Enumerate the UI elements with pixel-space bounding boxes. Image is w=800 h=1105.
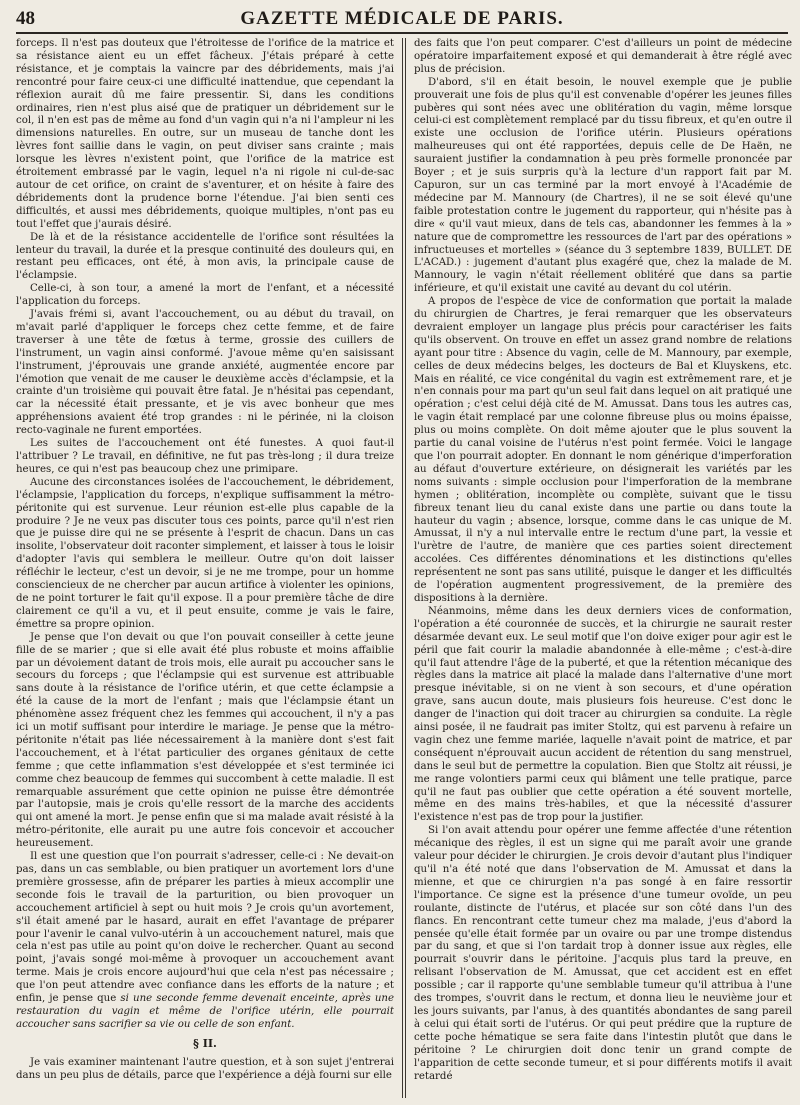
page-number: 48 (16, 8, 35, 29)
text-columns (16, 38, 792, 1098)
paragraph: Celle-ci, à son tour, a amené la mort de l'enfant, et a nécessité l'application du forceps. (16, 283, 394, 308)
paragraph: J'avais frémi si, avant l'accouchement, ou au début du travail, on m'avait parlé d'appliquer le forceps chez cette femme, et de faire traverser à une tête de fœtus à terme, grossie des cuillers de l'instrument, un vagin ainsi conformé. J'avoue même qu'en saisissant l'instrument, j'éprouvais une grande anxiété, augmentée encore par l'émotion que venait de me causer le deuxième accès d'éclampsie, et la crainte d'un troisième qui pouvait être fatal. Je n'hésitai pas cependant, car la nécessité était pressante, et je vis avec bonheur que mes appréhensions avaient été trop grandes : ni le périnée, ni la cloison recto-vaginale ne furent emportées. (16, 309, 394, 437)
page-header (16, 0, 788, 34)
paragraph: forceps. Il n'est pas douteux que l'étroitesse de l'orifice de la matrice et sa résistance aient eu un effet fâcheux. J'étais préparé à cette résistance, et je comptais la vaincre par des débridements, mais j'ai rencontré pour faire ceux-ci une difficulté inattendue, que cependant la réflexion aurait dû me faire pressentir. Si, dans les conditions ordinaires, rien n'est plus aisé que de pratiquer un débridement sur le col, il n'en est pas de même au fond d'un vagin qui n'a ni l'ampleur ni les dimensions naturelles. En outre, sur un museau de tanche dont les lèvres font saillie dans le vagin, on peut diviser sans crainte ; mais lorsque les lèvres n'existent point, que l'orifice de la matrice est étroitement embrassé par le vagin, lequel n'a ni rigole ni cul-de-sac autour de cet orifice, on craint de s'aventurer, et on hésite à faire des débridements dont la prudence borne l'étendue. J'ai bien senti ces difficultés, et aussi mes débridements, quoique multiples, n'ont pas eu tout l'effet que j'aurais désiré. (16, 38, 394, 230)
paragraph: A propos de l'espèce de vice de conformation que portait la malade du chirurgien de Chartres, je ferai remarquer que les observateurs devraient employer un langage plus précis pour caractériser les faits qu'ils observent. On trouve en effet un assez grand nombre de relations ayant pour titre : Absence du vagin, celle de M. Mannoury, par exemple, celles de deux médecins belges, les docteurs de Bal et Kluyskens, etc. Mais en réalité, ce vice congénital du vagin est extrêmement rare, et je n'en connais pour ma part qu'un seul fait dans lequel on ait pratiqué une opération ; c'est celui déjà cité de M. Amussat. Dans tous les autres cas, le vagin était remplacé par une colonne fibreuse plus ou moins épaisse, plus ou moins complète. On doit même ajouter que le plus souvent la partie du canal voisine de l'utérus n'est point fermée. Voici le langage que l'on pourrait adopter. En donnant le nom générique d'imperforation au défaut d'ouverture extérieure, on désignerait les variétés par les noms suivants : simple occlusion pour l'imperforation de la membrane hymen ; oblitération, incomplète ou complète, suivant que le tissu fibreux tenant lieu du canal existe dans une partie ou dans toute la hauteur du vagin ; absence, lorsque, comme dans le cas unique de M. Amussat, il n'y a nul intervalle entre le rectum d'une part, la vessie et l'urètre de l'autre, de manière que ces parties soient directement accolées. Ces différentes dénominations et les distinctions qu'elles représentent ne sont pas sans utilité, puisque le danger et les difficultés de l'opération augmentent progressivement, de la première des dispositions à la dernière. (413, 296, 792, 604)
italic-conclusion: si une seconde femme devenait enceinte, après une restauration du vagin et même de l'orifice utérin, elle pourrait accoucher sans sacrifier sa vie ou celle de son enfant. (16, 993, 394, 1030)
paragraph: Je vais examiner maintenant l'autre question, et à son sujet j'entrerai dans un peu plus de détails, parce que l'expérience a déjà fourni sur elle (16, 1056, 394, 1081)
section-heading: § II. (193, 1036, 217, 1050)
paragraph: Néanmoins, même dans les deux derniers vices de conformation, l'opération a été couronnée de succès, et la chirurgie ne saurait rester désarmée devant eux. Le seul motif que l'on doive exiger pour agir est le péril que fait courir la maladie abandonnée à elle-même ; c'est-à-dire qu'il faut attendre l'âge de la puberté, et que la rétention mécanique des règles dans la matrice ait placé la malade dans l'alternative d'une mort presque inévitable, si on ne vient à son secours, et d'une opération grave, sans aucun doute, mais plusieurs fois heureuse. C'est donc le danger de l'inaction qui doit tracer au chirurgien sa conduite. La règle ainsi posée, il ne faudrait pas imiter Stoltz, qui est parvenu à refaire un vagin chez une femme mariée, laquelle n'avait point de matrice, et par conséquent n'éprouvait aucun accident de rétention du sang menstruel, dans le seul but de permettre la copulation. Bien que Stoltz ait réussi, je me range volontiers parmi ceux qui blâment une telle pratique, parce qu'il ne faut pas oublier que cette opération a été souvent mortelle, même en des mains très-habiles, et que la nécessité d'assurer l'existence n'est pas de trop pour la justifier. (413, 605, 792, 824)
paragraph: De là et de la résistance accidentelle de l'orifice sont résultées la lenteur du travail, la durée et la presque continuité des douleurs qui, en restant peu efficaces, ont été, à mon avis, la principale cause de l'éclampsie. (16, 231, 394, 282)
paragraph: D'abord, s'il en était besoin, le nouvel exemple que je publie prouverait une fois de plus qu'il est convenable d'opérer les jeunes filles pubères qui sont nées avec une oblitération du vagin, même lorsque celui-ci est complètement remplacé par du tissu fibreux, et qu'en outre il existe une occlusion de l'orifice utérin. Plusieurs opérations malheureuses qui ont été rapportées, depuis celle de De Haën, ne sauraient justifier la condamnation à peu près formelle prononcée par Boyer ; et je suis surpris qu'à la lecture d'un rapport fait par M. Capuron, sur un cas terminé par la mort envoyé à l'Académie de médecine par M. Mannoury (de Chartres), il ne se soit élevé qu'une faible protestation contre le jugement du rapporteur, qui n'hésite pas à dire « qu'il vaut mieux, dans de tels cas, abandonner les femmes à la » nature que de compromettre les ressources de l'art par des opérations » infructueuses et mortelles » (séance du 3 septembre 1839, BULLET. DE L'ACAD.) : jugement d'autant plus exagéré que, chez la malade de M. Mannoury, le vagin n'était réellement oblitéré que dans sa partie inférieure, et qu'il existait une cavité au devant du col utérin. (413, 76, 792, 295)
paragraph: Je pense que l'on devait ou que l'on pouvait conseiller à cette jeune fille de se marier ; que si elle avait été plus robuste et moins affaiblie par un dévoiement datant de trois mois, elle aurait pu accoucher sans le secours du forceps ; que l'éclampsie qui est survenue est attribuable sans doute à la résistance de l'orifice utérin, et que cette éclampsie a été la cause de la mort de l'enfant ; mais que l'éclampsie étant un phénomène assez fréquent chez les femmes qui accouchent, il n'y a pas ici un motif suffisant pour interdire le mariage. Je pense que la métro-péritonite n'était pas liée nécessairement à la manière dont s'est fait l'accouchement, et à l'état particulier des organes génitaux de cette femme ; que cette inflammation s'est développée et s'est terminée ici comme chez beaucoup de femmes qui succombent à cette maladie. Il est remarquable assurément que cette opinion ne puisse être démontrée par l'autopsie, mais je crois qu'elle ressort de la marche des accidents qui ont amené la mort. Je pense enfin que si ma malade avait résisté à la métro-péritonite, elle aurait pu une autre fois concevoir et accoucher heureusement. (16, 631, 394, 850)
journal-title: GAZETTE MÉDICALE DE PARIS. (240, 8, 564, 29)
paragraph: Si l'on avait attendu pour opérer une femme affectée d'une rétention mécanique des règles, il est un signe qui me paraît avoir une grande valeur pour décider le chirurgien. Je crois devoir d'autant plus l'indiquer qu'il n'a été noté que dans l'observation de M. Amussat et dans la mienne, et que ce chirurgien n'a pas songé à en faire ressortir l'importance. Ce signe est la présence d'une tumeur ovoïde, un peu roulante, distincte de l'utérus, et placée sur son côté dans l'un des flancs. En rencontrant cette tumeur chez ma malade, j'eus d'abord la pensée qu'elle était formée par un ovaire ou par une trompe distendus par du sang, et que si l'on tardait trop à donner issue aux règles, elle pourrait s'ouvrir dans le péritoine. J'acquis plus tard la preuve, en relisant l'observation de M. Amussat, que cet accident est en effet possible ; car il rapporte qu'une semblable tumeur qu'il attribua à l'une des trompes, s'ouvrit dans le rectum, et donna lieu le neuvième jour et les jours suivants, par l'anus, à des quantités abondantes de sang pareil à celui qui était sorti de l'utérus. Or qui peut prédire que la rupture de cette poche hématique se sera faite dans l'intestin plutôt que dans le péritoine ? Le chirurgien doit donc tenir un grand compte de l'apparition de cette seconde tumeur, et si pour différents motifs il avait retardé (413, 825, 792, 1082)
paragraph-text: Il est une question que l'on pourrait s'adresser, celle-ci : Ne devait-on pas, dans un cas semblable, ou bien pratiquer un avortement lors d'une première grossesse, afin de préparer les parties à mieux accomplir une seconde fois le travail de la parturition, ou bien provoquer un accouchement artificiel à sept ou huit mois ? Je crois qu'un avortement, s'il était amené par le hasard, aurait en effet l'avantage de préparer pour l'avenir le canal vulvo-utérin à un accouchement naturel, mais que cela n'est pas utile au point qu'on doive le rechercher. Quant au second point, j'avais songé moi-même à provoquer un accouchement avant terme. Mais je crois encore aujourd'hui que cela n'est pas nécessaire ; que l'on peut attendre avec confiance dans les efforts de la nature ; et enfin, je pense que (16, 851, 394, 1005)
paragraph: des faits que l'on peut comparer. C'est d'ailleurs un point de médecine opératoire imparfaitement exposé et qui demanderait à être réglé avec plus de précision. (413, 38, 792, 75)
right-column (406, 38, 792, 1098)
paragraph: Aucune des circonstances isolées de l'accouchement, le débridement, l'éclampsie, l'application du forceps, n'explique suffisamment la métro-péritonite qui est survenue. Leur réunion est-elle plus capable de la produire ? Je ne veux pas discuter tous ces points, parce qu'il n'est rien que je puisse dire qui ne se présente à l'esprit de chacun. Dans un cas insolite, l'observateur doit raconter simplement, et laisser à tous le loisir d'adopter l'avis qui semblera le meilleur. Outre qu'on doit laisser réfléchir le lecteur, c'est un devoir, si je ne me trompe, pour un homme consciencieux de ne chercher par aucun artifice à violenter les opinions, de ne point torturer le fait qu'il expose. Il a pour première tâche de dire clairement ce qu'il a vu, et il peut ensuite, comme je vais le faire, émettre sa propre opinion. (16, 476, 394, 630)
left-column (16, 38, 402, 1098)
paragraph: Les suites de l'accouchement ont été funestes. A quoi faut-il l'attribuer ? Le travail, en définitive, ne fut pas très-long ; il dura treize heures, ce qui n'est pas beaucoup chez une primipare. (16, 438, 394, 475)
paragraph (16, 851, 394, 1032)
